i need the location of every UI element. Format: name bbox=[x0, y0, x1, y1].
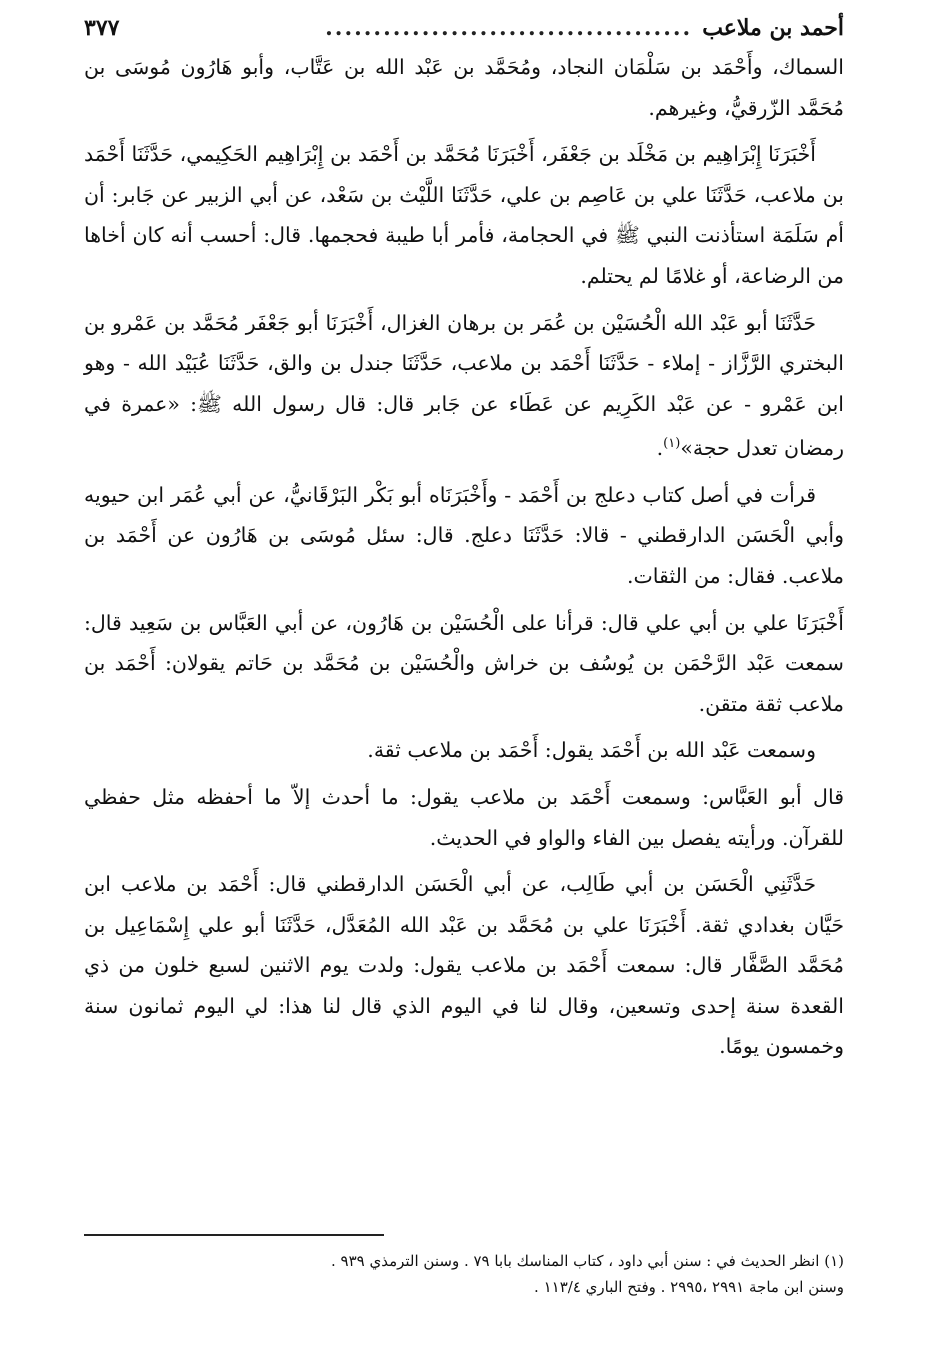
page-header bbox=[84, 10, 844, 47]
footnote-ref[interactable]: (١) bbox=[663, 436, 681, 452]
paragraph-6: وسمعت عَبْد الله بن أَحْمَد يقول: أَحْمَد بن ملاعب ثقة. bbox=[367, 738, 816, 763]
paragraph-5: أَخْبَرَنَا علي بن أبي علي قال: قرأنا على الْحُسَيْن بن هَارُون، عن أبي العَبَّاس بن سَعِيد قال: سمعت عَبْد الرَّحْمَن بن يُوسُف بن خراش والْحُسَيْن بن مُحَمَّد بن حَاتم يقولان: أَحْمَد بن ملاعب ثقة متقن. bbox=[84, 610, 844, 716]
paragraph-3-text: حَدَّثَنَا أبو عَبْد الله الْحُسَيْن بن عُمَر بن برهان الغزال، أَخْبَرَنَا أبو جَعْفَر مُحَمَّد بن عَمْرو بن البختري الرَّزَّاز - إملاء - حَدَّثَنَا أَحْمَد بن ملاعب، حَدَّثَنَا جندل بن والق، حَدَّثَنَا عُبَيْد الله - وهو ابن عَمْرو - عن عَبْد الكَرِيم عن عَطَاء عن جَابر قال: قال رسول الله ﷺ: «عمرة في رمضان تعدل حجة» bbox=[84, 310, 844, 461]
page-number: ٣٧٧ bbox=[84, 15, 120, 41]
paragraph-8: حَدَّثَنِي الْحَسَن بن أبي طَالِب، عن أبي الْحَسَن الدارقطني قال: أَحْمَد بن ملاعب ابن حَيَّان بغدادي ثقة. أَخْبَرَنَا علي بن مُحَمَّد بن عَبْد الله المُعَدَّل، حَدَّثَنَا أبو علي إِسْمَاعِيل بن مُحَمَّد الصَّفَّار قال: سمعت أَحْمَد بن ملاعب يقول: ولدت يوم الاثنين لسبع خلون من ذي القعدة سنة إحدى وتسعين، وقال لنا في اليوم الذي قال لنا هذا: لي اليوم ثمانون سنة وخمسون يومًا. bbox=[84, 872, 844, 1059]
running-title: أحمد بن ملاعب bbox=[702, 15, 844, 41]
paragraph-7: قال أبو العَبَّاس: وسمعت أَحْمَد بن ملاعب يقول: ما أحدث إلاّ ما أحفظه مثل حفظي للقرآن. ورأيته يفصل بين الفاء والواو في الحديث. bbox=[84, 784, 844, 850]
footnote-divider bbox=[84, 1234, 384, 1236]
book-page bbox=[84, 10, 844, 1350]
main-text bbox=[84, 47, 844, 1067]
footnotes bbox=[84, 1248, 844, 1300]
paragraph-4: قرأت في أصل كتاب دعلج بن أَحْمَد - وأَخْبَرَنَاه أبو بَكْر البَرْقَانيُّ، عن أبي عُمَر ابن حيويه وأبي الْحَسَن الدارقطني - قالا: حَدَّثَنَا دعلج. قال: سئل مُوسَى بن هَارُون عن أَحْمَد بن ملاعب. فقال: من الثقات. bbox=[84, 482, 844, 588]
footnote-line-1: (١) انظر الحديث في : سنن أبي داود ، كتاب المناسك بابا ٧٩ . وسنن الترمذي ٩٣٩ . bbox=[330, 1252, 844, 1270]
paragraph-1: السماك، وأَحْمَد بن سَلْمَان النجاد، ومُحَمَّد بن عَبْد الله بن عَتَّاب، وأبو هَارُون مُوسَى بن مُحَمَّد الزّرقيُّ، وغيرهم. bbox=[84, 55, 844, 120]
header-dot-leader: ...................................... bbox=[325, 15, 693, 41]
paragraph-3 bbox=[84, 303, 844, 469]
paragraph-2: أَخْبَرَنَا إِبْرَاهِيم بن مَخْلَد بن جَعْفَر، أَخْبَرَنَا مُحَمَّد بن أَحْمَد بن إِبْرَاهِيم الحَكِيمي، حَدَّثَنَا أَحْمَد بن ملاعب، حَدَّثَنَا علي بن عَاصِم بن علي، حَدَّثَنَا اللَّيْث بن سَعْد، عن أبي الزبير عن جَابر: أن أم سَلَمَة استأذنت النبي ﷺ في الحجامة، فأمر أبا طيبة فحجمها. قال: أحسب أنه كان أخاها من الرضاعة، أو غلامًا لم يحتلم. bbox=[84, 142, 844, 288]
footnote-line-2: وسنن ابن ماجة ٢٩٩١ ،٢٩٩٥ . وفتح الباري ١١٣/٤ . bbox=[534, 1278, 844, 1296]
paragraph-3-end: . bbox=[656, 436, 664, 461]
